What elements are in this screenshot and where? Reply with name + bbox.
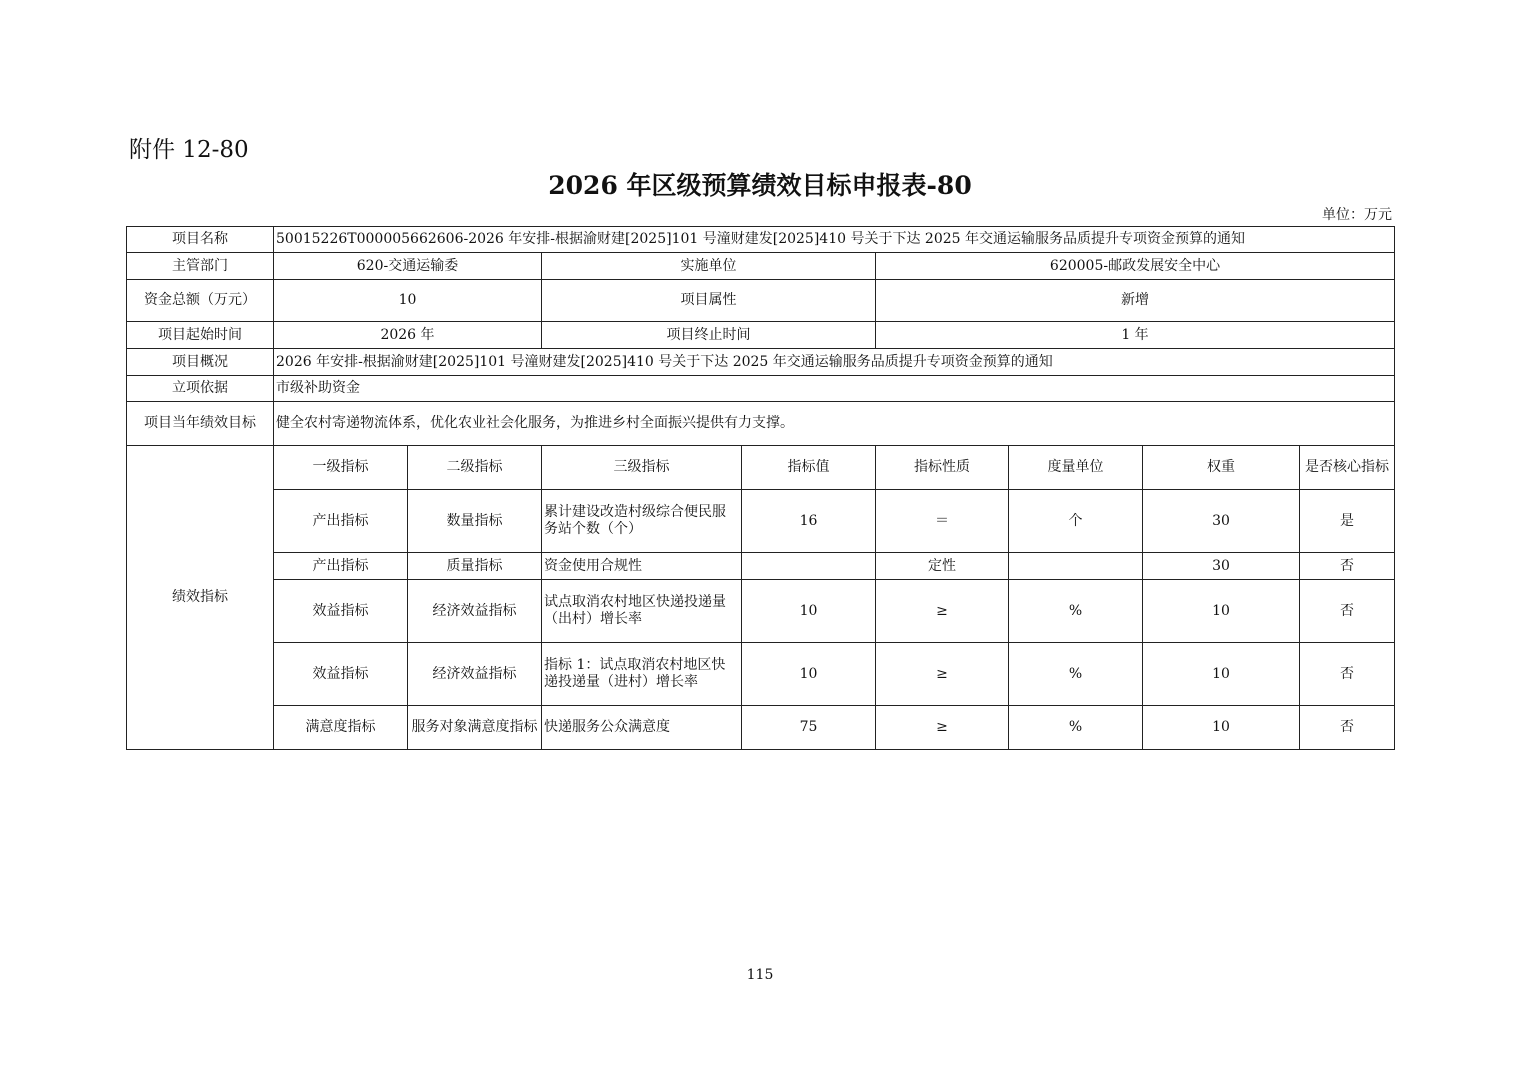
fund-label: 资金总额（万元）	[127, 280, 274, 322]
perf-header: 指标值	[742, 446, 876, 490]
impl-label: 实施单位	[542, 253, 876, 280]
weight-cell: 30	[1143, 553, 1300, 580]
value-cell: 10	[742, 580, 876, 643]
level3-cell: 快递服务公众满意度	[542, 706, 742, 750]
table-row	[127, 706, 1395, 750]
nature-cell: ≥	[876, 643, 1009, 706]
end-value: 1 年	[876, 322, 1395, 349]
core-cell: 否	[1300, 580, 1395, 643]
perf-header: 是否核心指标	[1300, 446, 1395, 490]
attr-label: 项目属性	[542, 280, 876, 322]
attr-value: 新增	[876, 280, 1395, 322]
project-name-label: 项目名称	[127, 227, 274, 253]
level2-cell: 数量指标	[408, 490, 542, 553]
value-cell: 16	[742, 490, 876, 553]
dept-label: 主管部门	[127, 253, 274, 280]
level1-cell: 满意度指标	[274, 706, 408, 750]
level2-cell: 服务对象满意度指标	[408, 706, 542, 750]
page-number: 115	[746, 967, 774, 983]
nature-cell: ≥	[876, 706, 1009, 750]
impl-value: 620005-邮政发展安全中心	[876, 253, 1395, 280]
goal-value: 健全农村寄递物流体系，优化农业社会化服务，为推进乡村全面振兴提供有力支撑。	[274, 402, 1395, 446]
budget-performance-table	[126, 226, 1395, 750]
perf-header: 权重	[1143, 446, 1300, 490]
value-cell: 10	[742, 643, 876, 706]
core-cell: 否	[1300, 706, 1395, 750]
fund-value: 10	[274, 280, 542, 322]
level3-cell: 试点取消农村地区快递投递量（出村）增长率	[542, 580, 742, 643]
table-row	[127, 490, 1395, 553]
level3-cell: 累计建设改造村级综合便民服务站个数（个）	[542, 490, 742, 553]
level3-cell: 资金使用合规性	[542, 553, 742, 580]
unit-label: 单位：万元	[1322, 207, 1392, 223]
unit-cell: 个	[1009, 490, 1143, 553]
end-label: 项目终止时间	[542, 322, 876, 349]
basis-value: 市级补助资金	[274, 376, 1395, 402]
level2-cell: 质量指标	[408, 553, 542, 580]
level1-cell: 效益指标	[274, 580, 408, 643]
level1-cell: 产出指标	[274, 490, 408, 553]
perf-header: 度量单位	[1009, 446, 1143, 490]
weight-cell: 10	[1143, 706, 1300, 750]
unit-cell	[1009, 553, 1143, 580]
nature-cell: 定性	[876, 553, 1009, 580]
level1-cell: 效益指标	[274, 643, 408, 706]
unit-cell: %	[1009, 643, 1143, 706]
core-cell: 是	[1300, 490, 1395, 553]
table-row	[127, 553, 1395, 580]
unit-cell: %	[1009, 706, 1143, 750]
attachment-label: 附件 12-80	[129, 137, 249, 163]
level3-cell: 指标 1：试点取消农村地区快递投递量（进村）增长率	[542, 643, 742, 706]
perf-header: 一级指标	[274, 446, 408, 490]
unit-cell: %	[1009, 580, 1143, 643]
weight-cell: 10	[1143, 580, 1300, 643]
start-label: 项目起始时间	[127, 322, 274, 349]
start-value: 2026 年	[274, 322, 542, 349]
nature-cell: ≥	[876, 580, 1009, 643]
level1-cell: 产出指标	[274, 553, 408, 580]
perf-header: 二级指标	[408, 446, 542, 490]
overview-value: 2026 年安排-根据渝财建[2025]101 号潼财建发[2025]410 号关于下达 2025 年交通运输服务品质提升专项资金预算的通知	[274, 349, 1395, 376]
level2-cell: 经济效益指标	[408, 580, 542, 643]
weight-cell: 10	[1143, 643, 1300, 706]
level2-cell: 经济效益指标	[408, 643, 542, 706]
project-name-value: 50015226T000005662606-2026 年安排-根据渝财建[2025]101 号潼财建发[2025]410 号关于下达 2025 年交通运输服务品质提升专项资金预算的通知	[274, 227, 1395, 253]
basis-label: 立项依据	[127, 376, 274, 402]
overview-label: 项目概况	[127, 349, 274, 376]
perf-header: 三级指标	[542, 446, 742, 490]
value-cell	[742, 553, 876, 580]
weight-cell: 30	[1143, 490, 1300, 553]
page-title: 2026 年区级预算绩效目标申报表-80	[548, 171, 972, 200]
table-row	[127, 643, 1395, 706]
dept-value: 620-交通运输委	[274, 253, 542, 280]
perf-header: 指标性质	[876, 446, 1009, 490]
goal-label: 项目当年绩效目标	[127, 402, 274, 446]
table-row	[127, 580, 1395, 643]
core-cell: 否	[1300, 643, 1395, 706]
nature-cell: ＝	[876, 490, 1009, 553]
core-cell: 否	[1300, 553, 1395, 580]
value-cell: 75	[742, 706, 876, 750]
perf-section-label: 绩效指标	[127, 446, 274, 750]
